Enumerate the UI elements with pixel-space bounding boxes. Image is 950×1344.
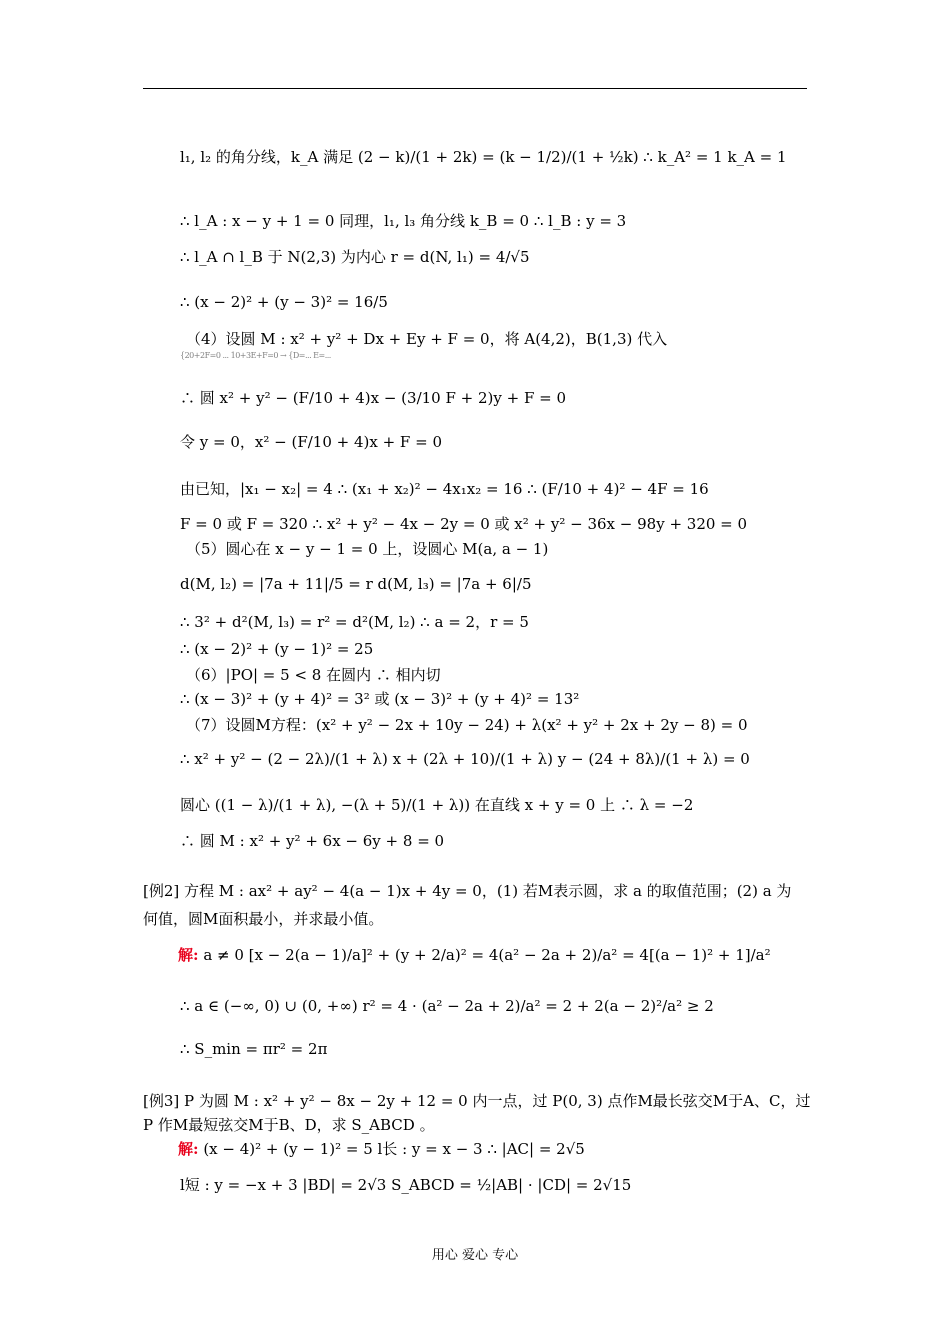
example-3-line-1: [例3] P 为圆 M : x² + y² − 8x − 2y + 12 = 0 内一点，过 P(0, 3) 点作M最长弦交M于A、C，过: [143, 1092, 811, 1110]
text-line: l₁, l₂ 的角分线，k_A 满足 (2 − k)/(1 + 2k) = (k − 1/2)/(1 + ½k) ∴ k_A² = 1 k_A = 1: [180, 148, 787, 166]
text-line: ∴ 圆 x² + y² − (F/10 + 4)x − (3/10 F + 2)y + F = 0: [180, 389, 567, 407]
text-line: ∴ 圆 M : x² + y² + 6x − 6y + 8 = 0: [180, 832, 445, 850]
text-line: d(M, l₂) = |7a + 11|/5 = r d(M, l₃) = |7a + 6|/5: [180, 575, 532, 593]
page-footer: 用心 爱心 专心: [431, 1248, 519, 1263]
text-line: ∴ (x − 2)² + (y − 3)² = 16/5: [180, 293, 388, 311]
text-line: （6）|PO| = 5 < 8 在圆内 ∴ 相内切: [186, 666, 441, 684]
text-line: 令 y = 0，x² − (F/10 + 4)x + F = 0: [180, 433, 442, 451]
solution-line: [178, 1140, 585, 1158]
illegible-equation-fragment: {20+2F=0 ... 10+3E+F=0 → {D=... E=...: [180, 351, 331, 360]
solution-text: a ≠ 0 [x − 2(a − 1)/a]² + (y + 2/a)² = 4(a² − 2a + 2)/a² = 4[(a − 1)² + 1]/a²: [203, 946, 771, 964]
text-line: ∴ (x − 3)² + (y + 4)² = 3² 或 (x − 3)² + (y + 4)² = 13²: [180, 690, 580, 708]
text-line: （4）设圆 M : x² + y² + Dx + Ey + F = 0，将 A(4,2)，B(1,3) 代入: [186, 330, 668, 348]
solution-text: (x − 4)² + (y − 1)² = 5 l长 : y = x − 3 ∴ |AC| = 2√5: [203, 1140, 585, 1158]
text-line: ∴ l_A : x − y + 1 = 0 同理，l₁, l₃ 角分线 k_B = 0 ∴ l_B : y = 3: [180, 212, 627, 230]
text-line: F = 0 或 F = 320 ∴ x² + y² − 4x − 2y = 0 或 x² + y² − 36x − 98y + 320 = 0: [180, 515, 748, 533]
example-3-line-2: P 作M最短弦交M于B、D，求 S_ABCD 。: [143, 1116, 435, 1134]
solution-label: 解:: [178, 1140, 199, 1158]
text-line: ∴ (x − 2)² + (y − 1)² = 25: [180, 640, 374, 658]
text-line: ∴ a ∈ (−∞, 0) ∪ (0, +∞) r² = 4 · (a² − 2a + 2)/a² = 2 + 2(a − 2)²/a² ≥ 2: [180, 997, 714, 1015]
example-2-line-2: 何值，圆M面积最小，并求最小值。: [143, 910, 384, 928]
text-line: 圆心 ((1 − λ)/(1 + λ), −(λ + 5)/(1 + λ)) 在直线 x + y = 0 上 ∴ λ = −2: [180, 796, 694, 814]
text-line: ∴ S_min = πr² = 2π: [180, 1040, 328, 1058]
text-line: ∴ x² + y² − (2 − 2λ)/(1 + λ) x + (2λ + 10)/(1 + λ) y − (24 + 8λ)/(1 + λ) = 0: [180, 750, 750, 768]
text-line: （5）圆心在 x − y − 1 = 0 上，设圆心 M(a, a − 1): [186, 540, 549, 558]
example-2-line-1: [例2] 方程 M : ax² + ay² − 4(a − 1)x + 4y = 0，(1) 若M表示圆，求 a 的取值范围；(2) a 为: [143, 882, 792, 900]
text-line: ∴ 3² + d²(M, l₃) = r² = d²(M, l₂) ∴ a = 2，r = 5: [180, 613, 529, 631]
text-line: 由已知，|x₁ − x₂| = 4 ∴ (x₁ + x₂)² − 4x₁x₂ = 16 ∴ (F/10 + 4)² − 4F = 16: [180, 480, 709, 498]
solution-line: [178, 946, 771, 964]
solution-label: 解:: [178, 946, 199, 964]
text-line: l短 : y = −x + 3 |BD| = 2√3 S_ABCD = ½|AB| · |CD| = 2√15: [180, 1176, 632, 1194]
text-line: （7）设圆M方程：(x² + y² − 2x + 10y − 24) + λ(x² + y² + 2x + 2y − 8) = 0: [186, 716, 748, 734]
header-rule: [143, 88, 807, 89]
text-line: ∴ l_A ∩ l_B 于 N(2,3) 为内心 r = d(N, l₁) = 4/√5: [180, 248, 530, 266]
